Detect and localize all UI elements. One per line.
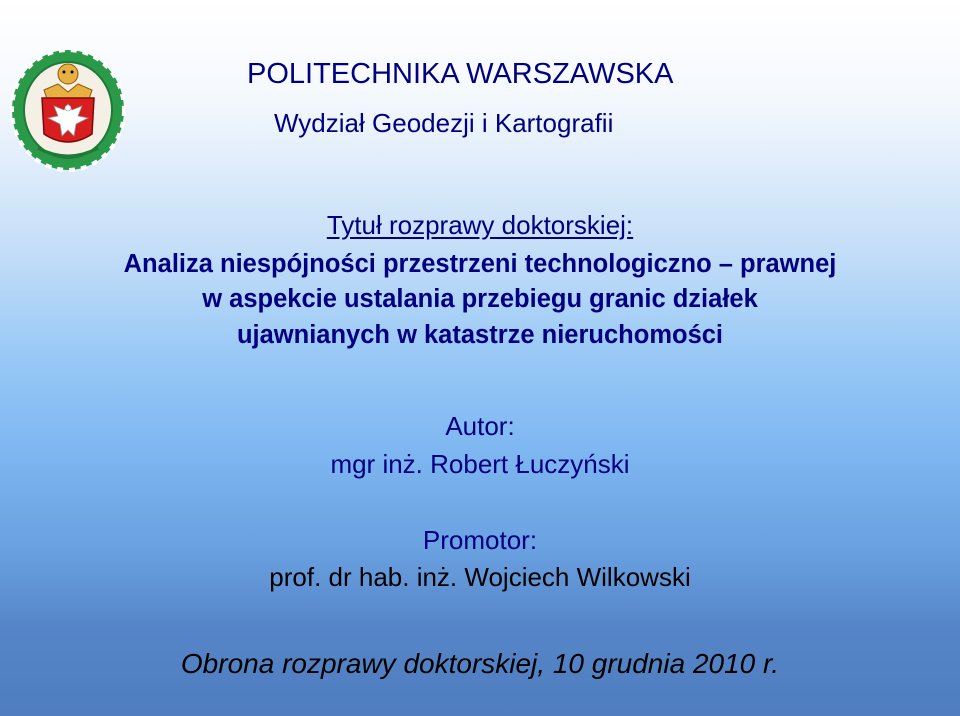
university-name: POLITECHNIKA WARSZAWSKA [247,58,674,90]
promoter-label: Promotor: [422,525,538,555]
promoter-name: prof. dr hab. inż. Wojciech Wilkowski [269,562,691,592]
thesis-title-line-1: Analiza niespójności przestrzeni technologiczno – prawnej [123,250,837,278]
thesis-title-line-2: w aspekcie ustalania przebiegu granic działek [202,285,758,313]
university-crest-icon [8,48,128,172]
thesis-title-line-3: ujawnianych w katastrze nieruchomości [236,321,724,349]
defense-date: Obrona rozprawy doktorskiej, 10 grudnia 2010 r. [180,648,780,679]
faculty-name: Wydział Geodezji i Kartografii [274,108,614,138]
author-name: mgr inż. Robert Łuczyński [330,449,630,479]
author-label: Autor: [445,411,515,441]
thesis-label: Tytuł rozprawy doktorskiej: [326,210,634,240]
